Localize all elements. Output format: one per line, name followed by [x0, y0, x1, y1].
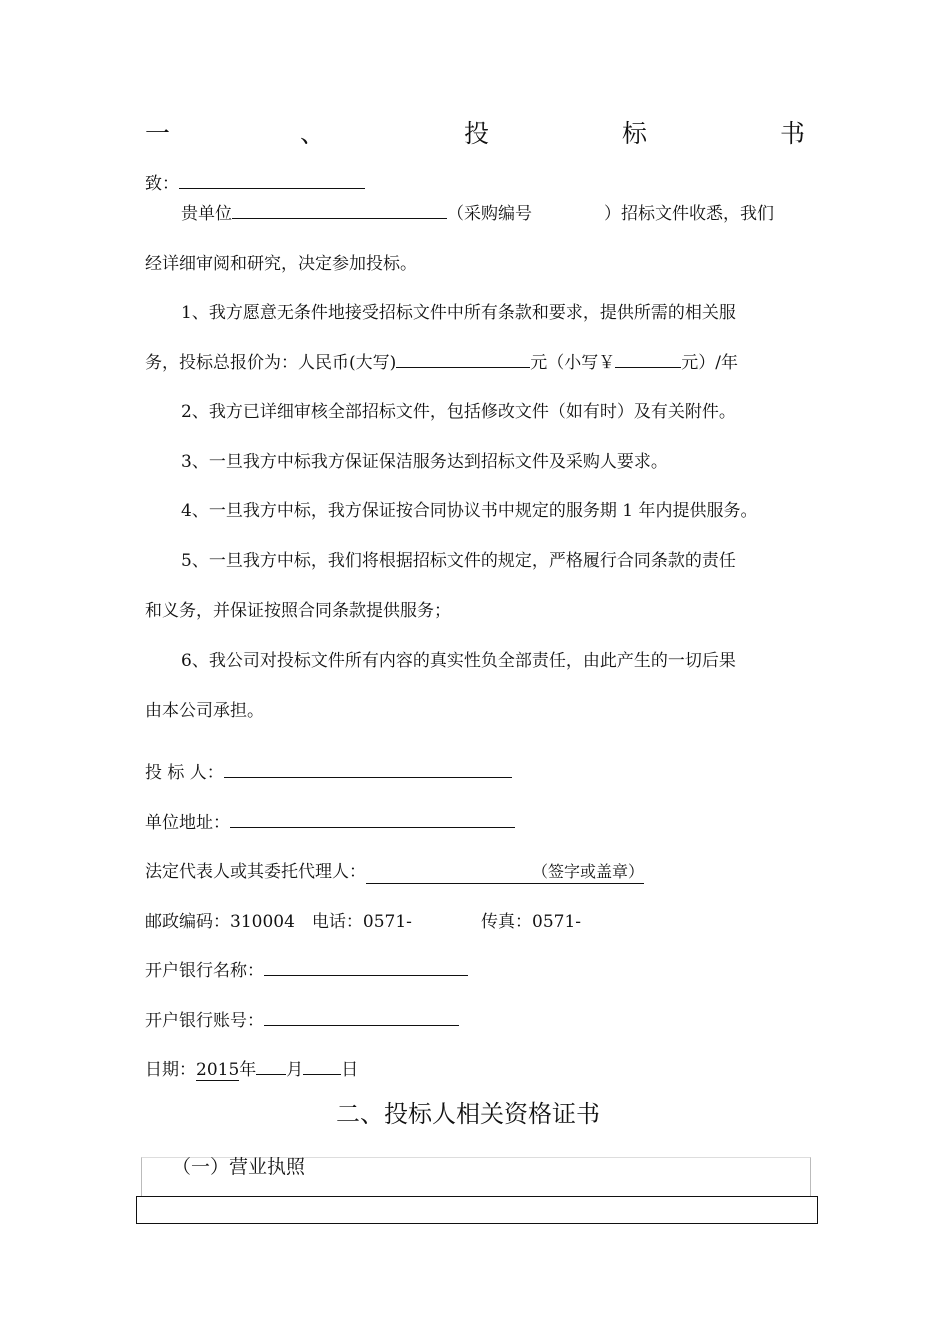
- contact-line: 邮政编码：310004 电话：0571-: [145, 912, 412, 932]
- item-5-line-1: 5、一旦我方中标，我们将根据招标文件的规定，严格履行合同条款的责任: [181, 551, 736, 571]
- item-4: 4、一旦我方中标，我方保证按合同协议书中规定的服务期 1 年内提供服务。: [181, 501, 758, 521]
- rep-label: 法定代表人或其委托代理人：: [145, 862, 366, 882]
- title-char-1: 一: [145, 119, 171, 148]
- to-blank: [179, 187, 365, 189]
- item-5-line-2: 和义务，并保证按照合同条款提供服务；: [145, 601, 451, 621]
- item-1-line-1: 1、我方愿意无条件地接受招标文件中所有条款和要求，提供所需的相关服: [181, 303, 736, 323]
- intro-text-b: （采购编号: [447, 204, 532, 224]
- date-day-blank: [303, 1073, 341, 1075]
- bank-account-label: 开户银行账号：: [145, 1011, 264, 1031]
- intro-text-a: 贵单位: [181, 204, 232, 224]
- item-1-line-2: [145, 355, 738, 372]
- date-month-blank: [256, 1073, 286, 1075]
- intro-line-1: [181, 206, 774, 223]
- section-2-title: 二、投标人相关资格证书: [336, 1100, 600, 1128]
- title-char-5: 书: [780, 119, 806, 148]
- bidder-label: 投 标 人：: [145, 763, 224, 783]
- bidder-blank: [224, 776, 512, 778]
- rep-blank: [366, 864, 644, 884]
- date-label: 日期：: [145, 1060, 196, 1080]
- amount-lower-blank: [615, 366, 681, 368]
- item-1-text-b: 元（小写￥: [530, 353, 616, 373]
- rep-note: （签字或盖章）: [531, 862, 644, 881]
- date-day-suffix: 日: [341, 1060, 359, 1080]
- item-6-line-2: 由本公司承担。: [145, 701, 264, 721]
- item-1-text-c: 元）/年: [681, 353, 738, 373]
- intro-text-c: ）招标文件收悉，我们: [604, 204, 774, 224]
- item-1-text-a: 务，投标总报价为：人民币(大写): [145, 353, 397, 373]
- to-label: 致：: [145, 174, 179, 194]
- item-3: 3、一旦我方中标我方保证保洁服务达到招标文件及采购人要求。: [181, 452, 668, 472]
- address-blank: [230, 826, 515, 828]
- date-field: [145, 1062, 358, 1079]
- intro-line-2: 经详细审阅和研究，决定参加投标。: [145, 254, 417, 274]
- date-year-suffix: 年: [239, 1060, 257, 1080]
- address-field: [145, 815, 515, 832]
- company-blank: [232, 217, 447, 219]
- to-line: [145, 176, 365, 193]
- bidder-field: [145, 765, 512, 782]
- item-6-line-1: 6、我公司对投标文件所有内容的真实性负全部责任，由此产生的一切后果: [181, 651, 736, 671]
- title-char-3: 投: [464, 119, 490, 148]
- bank-account-field: [145, 1013, 459, 1030]
- item-2: 2、我方已详细审核全部招标文件，包括修改文件（如有时）及有关附件。: [181, 402, 736, 422]
- license-box-outer: [136, 1196, 818, 1224]
- date-year: 2015: [196, 1060, 240, 1080]
- fax-line: 传真：0571-: [481, 912, 582, 932]
- title-char-4: 标: [622, 119, 648, 148]
- address-label: 单位地址：: [145, 813, 230, 833]
- bank-name-field: [145, 963, 468, 980]
- bank-account-blank: [264, 1024, 459, 1026]
- bank-name-blank: [264, 974, 468, 976]
- date-month-suffix: 月: [286, 1060, 304, 1080]
- section-2-sub-1: （一）营业执照: [172, 1156, 306, 1178]
- amount-upper-blank: [396, 366, 530, 368]
- title-char-2: 、: [300, 119, 326, 148]
- bank-name-label: 开户银行名称：: [145, 961, 264, 981]
- rep-field: [145, 864, 644, 884]
